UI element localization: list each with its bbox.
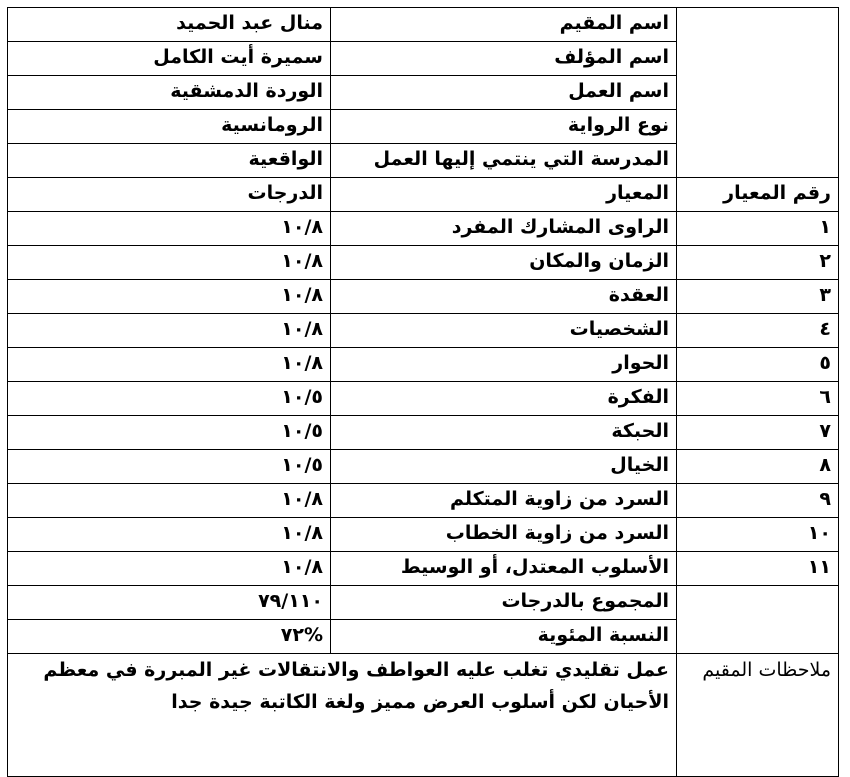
criterion-row bbox=[8, 518, 839, 552]
criterion-row bbox=[8, 246, 839, 280]
info-value: الوردة الدمشقية bbox=[8, 76, 331, 110]
info-label: اسم المقيم bbox=[331, 8, 677, 42]
notes-label: ملاحظات المقيم bbox=[677, 654, 839, 777]
criterion-score: ١٠/٥ bbox=[8, 382, 331, 416]
criterion-name: الزمان والمكان bbox=[331, 246, 677, 280]
percentage-value: %٧٢ bbox=[8, 620, 331, 654]
criterion-row bbox=[8, 552, 839, 586]
criterion-name: السرد من زاوية الخطاب bbox=[331, 518, 677, 552]
notes-row bbox=[8, 654, 839, 777]
criterion-number: ٦ bbox=[677, 382, 839, 416]
criterion-name: السرد من زاوية المتكلم bbox=[331, 484, 677, 518]
criterion-score: ١٠/٥ bbox=[8, 450, 331, 484]
criterion-score: ١٠/٨ bbox=[8, 348, 331, 382]
criterion-number: ٢ bbox=[677, 246, 839, 280]
criterion-name: الخيال bbox=[331, 450, 677, 484]
criterion-name: الشخصيات bbox=[331, 314, 677, 348]
total-label: المجموع بالدرجات bbox=[331, 586, 677, 620]
criterion-score: ١٠/٨ bbox=[8, 314, 331, 348]
info-value: الرومانسية bbox=[8, 110, 331, 144]
info-label: نوع الرواية bbox=[331, 110, 677, 144]
criterion-name: الأسلوب المعتدل، أو الوسيط bbox=[331, 552, 677, 586]
criterion-score: ١٠/٨ bbox=[8, 212, 331, 246]
notes-text: عمل تقليدي تغلب عليه العواطف والانتقالات غير المبررة في معظم الأحيان لكن أسلوب العرض مميز ولغة الكاتبة جيدة جدا bbox=[8, 654, 677, 777]
header-number: رقم المعيار bbox=[677, 178, 839, 212]
criterion-row bbox=[8, 212, 839, 246]
criterion-row bbox=[8, 348, 839, 382]
totals-blank-cell bbox=[677, 586, 839, 654]
criterion-number: ٨ bbox=[677, 450, 839, 484]
criterion-name: العقدة bbox=[331, 280, 677, 314]
criterion-row bbox=[8, 314, 839, 348]
evaluation-table bbox=[7, 7, 839, 777]
criterion-number: ٤ bbox=[677, 314, 839, 348]
total-row bbox=[8, 586, 839, 620]
header-criterion: المعيار bbox=[331, 178, 677, 212]
info-row bbox=[8, 8, 839, 42]
total-value: ٧٩/١١٠ bbox=[8, 586, 331, 620]
criterion-name: الفكرة bbox=[331, 382, 677, 416]
criterion-score: ١٠/٥ bbox=[8, 416, 331, 450]
criterion-name: الحوار bbox=[331, 348, 677, 382]
criterion-row bbox=[8, 382, 839, 416]
criterion-number: ٩ bbox=[677, 484, 839, 518]
criterion-name: الحبكة bbox=[331, 416, 677, 450]
info-value: الواقعية bbox=[8, 144, 331, 178]
header-score: الدرجات bbox=[8, 178, 331, 212]
criterion-number: ٧ bbox=[677, 416, 839, 450]
criterion-score: ١٠/٨ bbox=[8, 280, 331, 314]
info-label: المدرسة التي ينتمي إليها العمل bbox=[331, 144, 677, 178]
info-label: اسم العمل bbox=[331, 76, 677, 110]
criterion-score: ١٠/٨ bbox=[8, 246, 331, 280]
criterion-name: الراوى المشارك المفرد bbox=[331, 212, 677, 246]
criterion-number: ١٠ bbox=[677, 518, 839, 552]
criterion-number: ٥ bbox=[677, 348, 839, 382]
criterion-row bbox=[8, 484, 839, 518]
info-value: منال عبد الحميد bbox=[8, 8, 331, 42]
criterion-row bbox=[8, 450, 839, 484]
criterion-number: ١١ bbox=[677, 552, 839, 586]
evaluation-sheet bbox=[8, 7, 839, 777]
criterion-score: ١٠/٨ bbox=[8, 552, 331, 586]
info-value: سميرة أيت الكامل bbox=[8, 42, 331, 76]
criterion-score: ١٠/٨ bbox=[8, 518, 331, 552]
info-label: اسم المؤلف bbox=[331, 42, 677, 76]
criterion-number: ٣ bbox=[677, 280, 839, 314]
criterion-score: ١٠/٨ bbox=[8, 484, 331, 518]
criterion-row bbox=[8, 280, 839, 314]
criterion-number: ١ bbox=[677, 212, 839, 246]
criterion-row bbox=[8, 416, 839, 450]
info-blank-cell bbox=[677, 8, 839, 178]
percentage-label: النسبة المئوية bbox=[331, 620, 677, 654]
criteria-header-row bbox=[8, 178, 839, 212]
